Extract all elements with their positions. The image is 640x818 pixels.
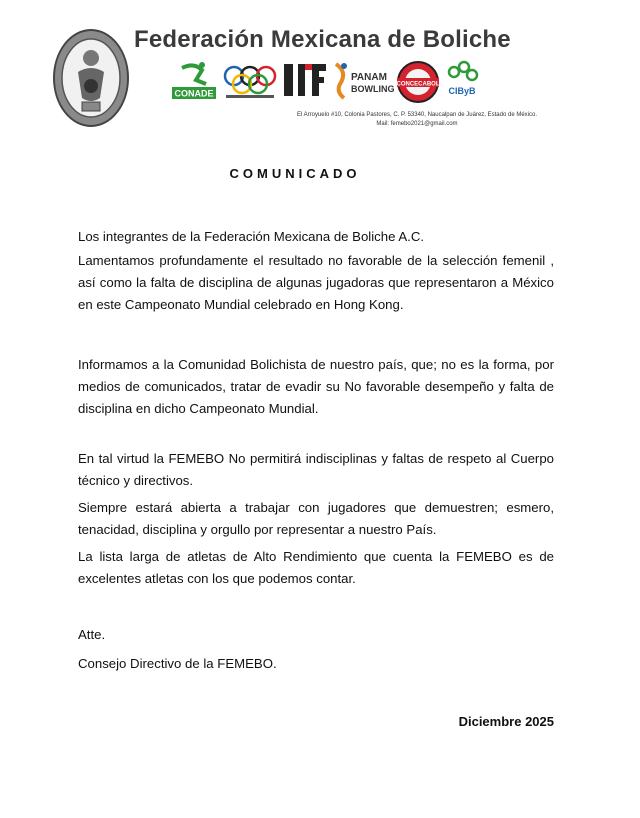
greeting-paragraph: Los integrantes de la Federación Mexicana de Boliche A.C. <box>78 229 425 244</box>
document-title: COMUNICADO <box>229 166 361 181</box>
body-paragraph-4: Siempre estará abierta a trabajar con jugadores que demuestren; esmero, tenacidad, disciplina y orgullo por representar a nuestro País. <box>78 500 554 537</box>
panam-bowling-logo <box>332 60 394 100</box>
organization-name: Federación Mexicana de Boliche <box>134 26 511 53</box>
closing-atte: Atte. <box>78 627 106 642</box>
body-paragraph-5: La lista larga de atletas de Alto Rendimiento que cuenta la FEMEBO es de excelentes atletas con los que podemos contar. <box>78 549 554 586</box>
address-line: El Arroyuelo #10, Colonia Pastores, C. P. 53340, Naucalpan de Juárez, Estado de México. <box>296 112 538 118</box>
cibyb-logo <box>444 60 480 100</box>
sponsor-logos <box>172 60 482 104</box>
olympic-committee-logo <box>222 60 278 100</box>
document-date: Diciembre 2025 <box>458 714 554 729</box>
body-paragraph-2: Informamos a la Comunidad Bolichista de nuestro país, que; no es la forma, por medios de comunicados, tratar de evadir su No favorable desempeño y falta de disciplina en dicho Campeonato Mundial. <box>78 357 554 416</box>
signature-line: Consejo Directivo de la FEMEBO. <box>78 656 277 671</box>
svg-text:PANAM: PANAM <box>351 72 387 83</box>
svg-text:CONCECABOL: CONCECABOL <box>396 81 440 88</box>
svg-text:BOWLING: BOWLING <box>351 84 394 94</box>
email-line: Mail: femebo2021@gmail.com <box>376 121 458 127</box>
concecabol-logo <box>396 60 440 104</box>
body-paragraph-3: En tal virtud la FEMEBO No permitirá indisciplinas y faltas de respeto al Cuerpo técnico y directivos. <box>78 451 554 488</box>
body-paragraph-1: Lamentamos profundamente el resultado no favorable de la selección femenil , así como la falta de disciplina de algunas jugadoras que representaron a México en este Campeonato Mundial celebrado en Hong Kong. <box>78 253 554 312</box>
svg-text:CIByB: CIByB <box>448 86 476 96</box>
federation-seal-logo <box>52 28 130 128</box>
ibf-logo <box>284 60 328 100</box>
svg-text:CONADE: CONADE <box>174 88 214 99</box>
conade-logo <box>172 60 216 100</box>
letterhead <box>0 0 640 140</box>
